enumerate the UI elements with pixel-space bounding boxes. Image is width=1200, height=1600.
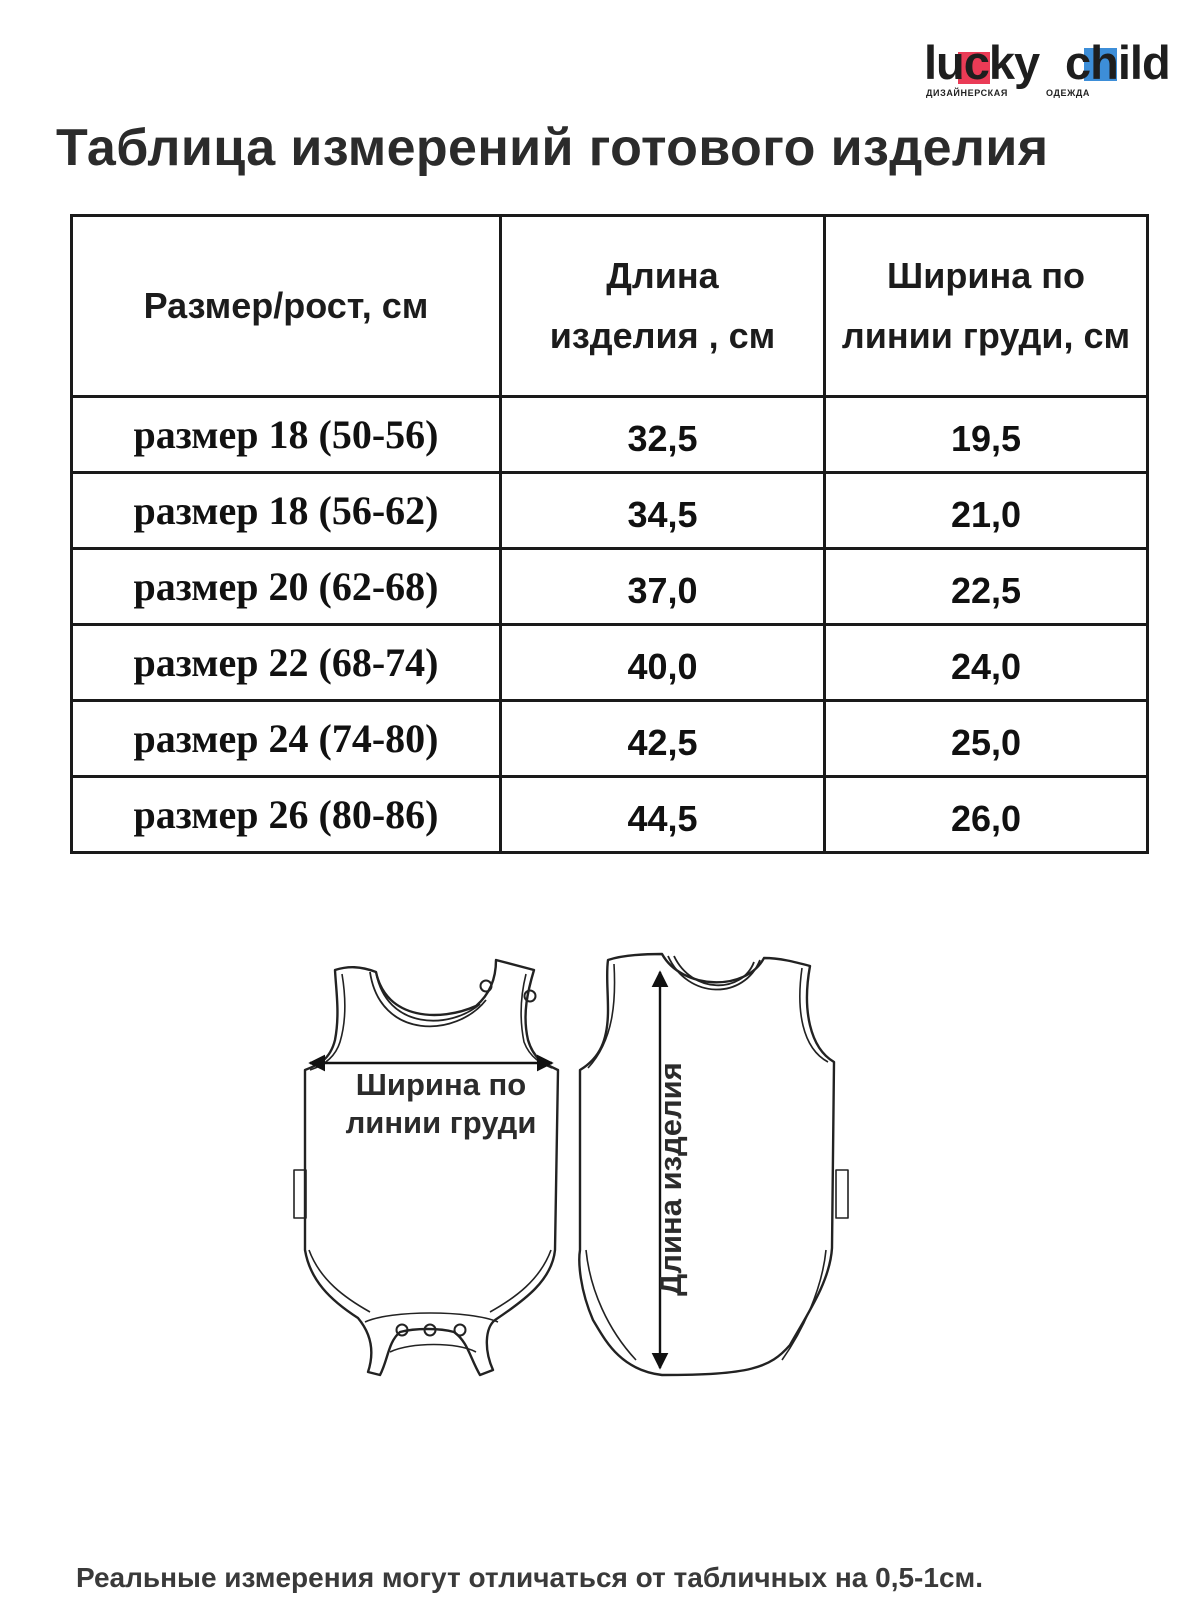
cell-size: размер 18 (50-56) (72, 397, 501, 473)
table-row (72, 549, 1148, 625)
header-size: Размер/рост, см (72, 216, 501, 397)
cell-length: 32,5 (501, 397, 825, 473)
cell-size: размер 24 (74-80) (72, 701, 501, 777)
table-row (72, 625, 1148, 701)
table-row (72, 397, 1148, 473)
cell-chest-width: 22,5 (825, 549, 1148, 625)
cell-chest-width: 24,0 (825, 625, 1148, 701)
table-row (72, 473, 1148, 549)
garment-diagram (290, 950, 910, 1430)
cell-length: 44,5 (501, 777, 825, 853)
bodysuit-drawings (290, 950, 910, 1430)
cell-length: 42,5 (501, 701, 825, 777)
header-chest-width: Ширина по линии груди, см (825, 216, 1148, 397)
cell-size: размер 18 (56-62) (72, 473, 501, 549)
length-label: Длина изделия (653, 1062, 688, 1296)
table-header-row (72, 216, 1148, 397)
cell-chest-width: 25,0 (825, 701, 1148, 777)
table-row (72, 701, 1148, 777)
logo-tagline-1: ДИЗАЙНЕРСКАЯ (926, 88, 1008, 98)
cell-length: 34,5 (501, 473, 825, 549)
front-bodysuit (294, 960, 558, 1375)
logo-word-child: child (1065, 36, 1170, 89)
cell-length: 40,0 (501, 625, 825, 701)
cell-chest-width: 19,5 (825, 397, 1148, 473)
brand-logo (924, 38, 1174, 100)
cell-length: 37,0 (501, 549, 825, 625)
logo-tagline-2: ОДЕЖДА (1046, 88, 1090, 98)
chest-width-label: Ширина по линии груди (345, 1067, 537, 1140)
page-title: Таблица измерений готового изделия (56, 119, 1049, 177)
header-length: Длина изделия , см (501, 216, 825, 397)
logo-word-lucky: lucky (924, 36, 1040, 89)
cell-size: размер 20 (62-68) (72, 549, 501, 625)
size-table (70, 214, 1149, 854)
footnote: Реальные измерения могут отличаться от табличных на 0,5-1см. (76, 1562, 984, 1593)
back-bodysuit (579, 954, 848, 1375)
table-row (72, 777, 1148, 853)
cell-size: размер 22 (68-74) (72, 625, 501, 701)
cell-chest-width: 26,0 (825, 777, 1148, 853)
cell-chest-width: 21,0 (825, 473, 1148, 549)
cell-size: размер 26 (80-86) (72, 777, 501, 853)
